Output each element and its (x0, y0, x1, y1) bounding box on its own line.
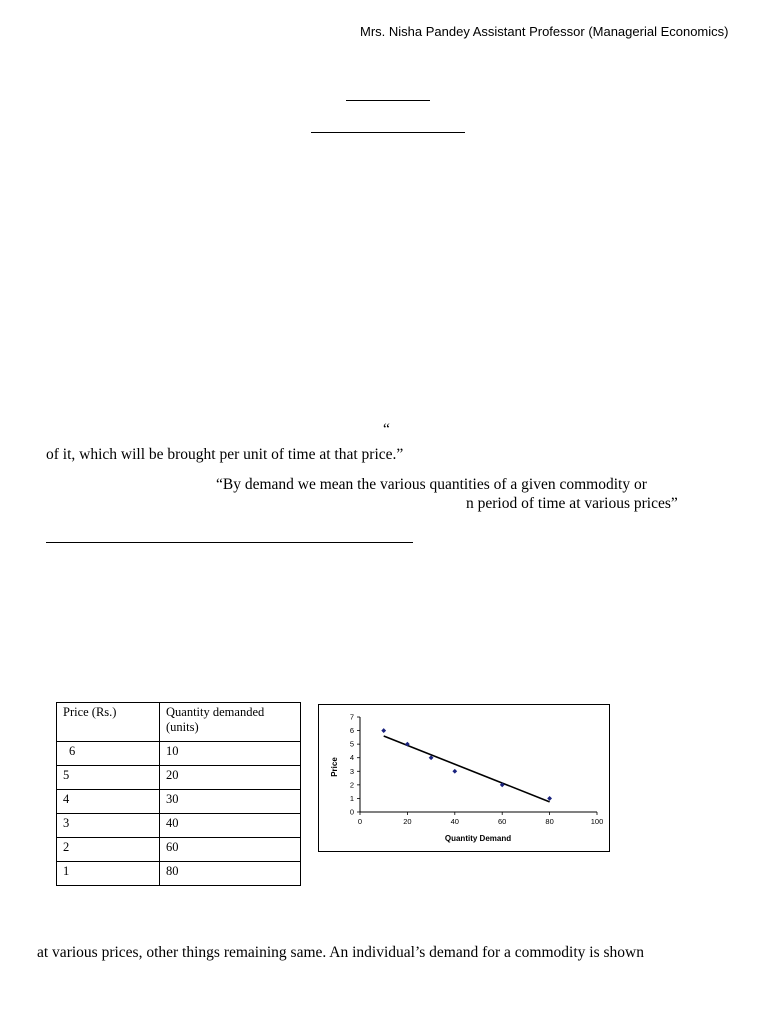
y-tick-label: 7 (349, 712, 354, 722)
table-cell-quantity: 20 (160, 766, 301, 790)
table-row (57, 838, 301, 862)
x-tick-label: 0 (357, 817, 363, 826)
x-tick-label: 80 (545, 817, 554, 826)
table-cell-quantity: 30 (160, 790, 301, 814)
table-row (57, 790, 301, 814)
table-cell-price: 6 (57, 742, 160, 766)
x-tick-label: 40 (450, 817, 459, 826)
table-cell-price: 1 (57, 862, 160, 886)
table-header-quantity: Quantity demanded (units) (160, 703, 301, 742)
table-row (57, 742, 301, 766)
table-cell-quantity: 10 (160, 742, 301, 766)
table-row (57, 814, 301, 838)
definition-line-2: “By demand we mean the various quantities of a given commodity or (216, 476, 647, 493)
section-underline (46, 542, 413, 543)
open-quote: “ (383, 421, 390, 438)
demand-chart-frame (318, 704, 610, 852)
y-tick-label: 3 (349, 766, 354, 776)
y-tick-label: 2 (349, 780, 354, 790)
table-header-price: Price (Rs.) (57, 703, 160, 742)
demand-chart (319, 705, 609, 851)
x-tick-label: 100 (590, 817, 604, 826)
data-point (452, 769, 457, 774)
table-cell-price: 2 (57, 838, 160, 862)
table-cell-quantity: 40 (160, 814, 301, 838)
table-header-row (57, 703, 301, 742)
data-point (381, 728, 386, 733)
table-cell-price: 5 (57, 766, 160, 790)
body-line-bottom: at various prices, other things remaining same. An individual’s demand for a commodity is shown (37, 944, 644, 961)
x-tick-label: 60 (498, 817, 507, 826)
title-underline-short (346, 100, 430, 101)
table-row (57, 862, 301, 886)
trend-line (384, 736, 550, 802)
x-tick-label: 20 (403, 817, 412, 826)
table-cell-quantity: 80 (160, 862, 301, 886)
y-axis-label: Price (330, 757, 339, 777)
table-cell-price: 3 (57, 814, 160, 838)
y-tick-label: 0 (349, 807, 354, 817)
title-underline-long (311, 132, 465, 133)
demand-schedule-table (56, 702, 301, 886)
y-tick-label: 6 (349, 726, 354, 736)
definition-line-3: n period of time at various prices” (466, 495, 678, 512)
definition-line-1: of it, which will be brought per unit of time at that price.” (46, 446, 404, 463)
data-point (547, 796, 552, 801)
author-header: Mrs. Nisha Pandey Assistant Professor (Managerial Economics) (360, 24, 729, 39)
y-tick-label: 1 (349, 793, 354, 803)
table-row (57, 766, 301, 790)
y-tick-label: 4 (349, 753, 354, 763)
x-axis-label: Quantity Demand (444, 834, 512, 843)
table-cell-quantity: 60 (160, 838, 301, 862)
table-cell-price: 4 (57, 790, 160, 814)
y-tick-label: 5 (349, 739, 354, 749)
